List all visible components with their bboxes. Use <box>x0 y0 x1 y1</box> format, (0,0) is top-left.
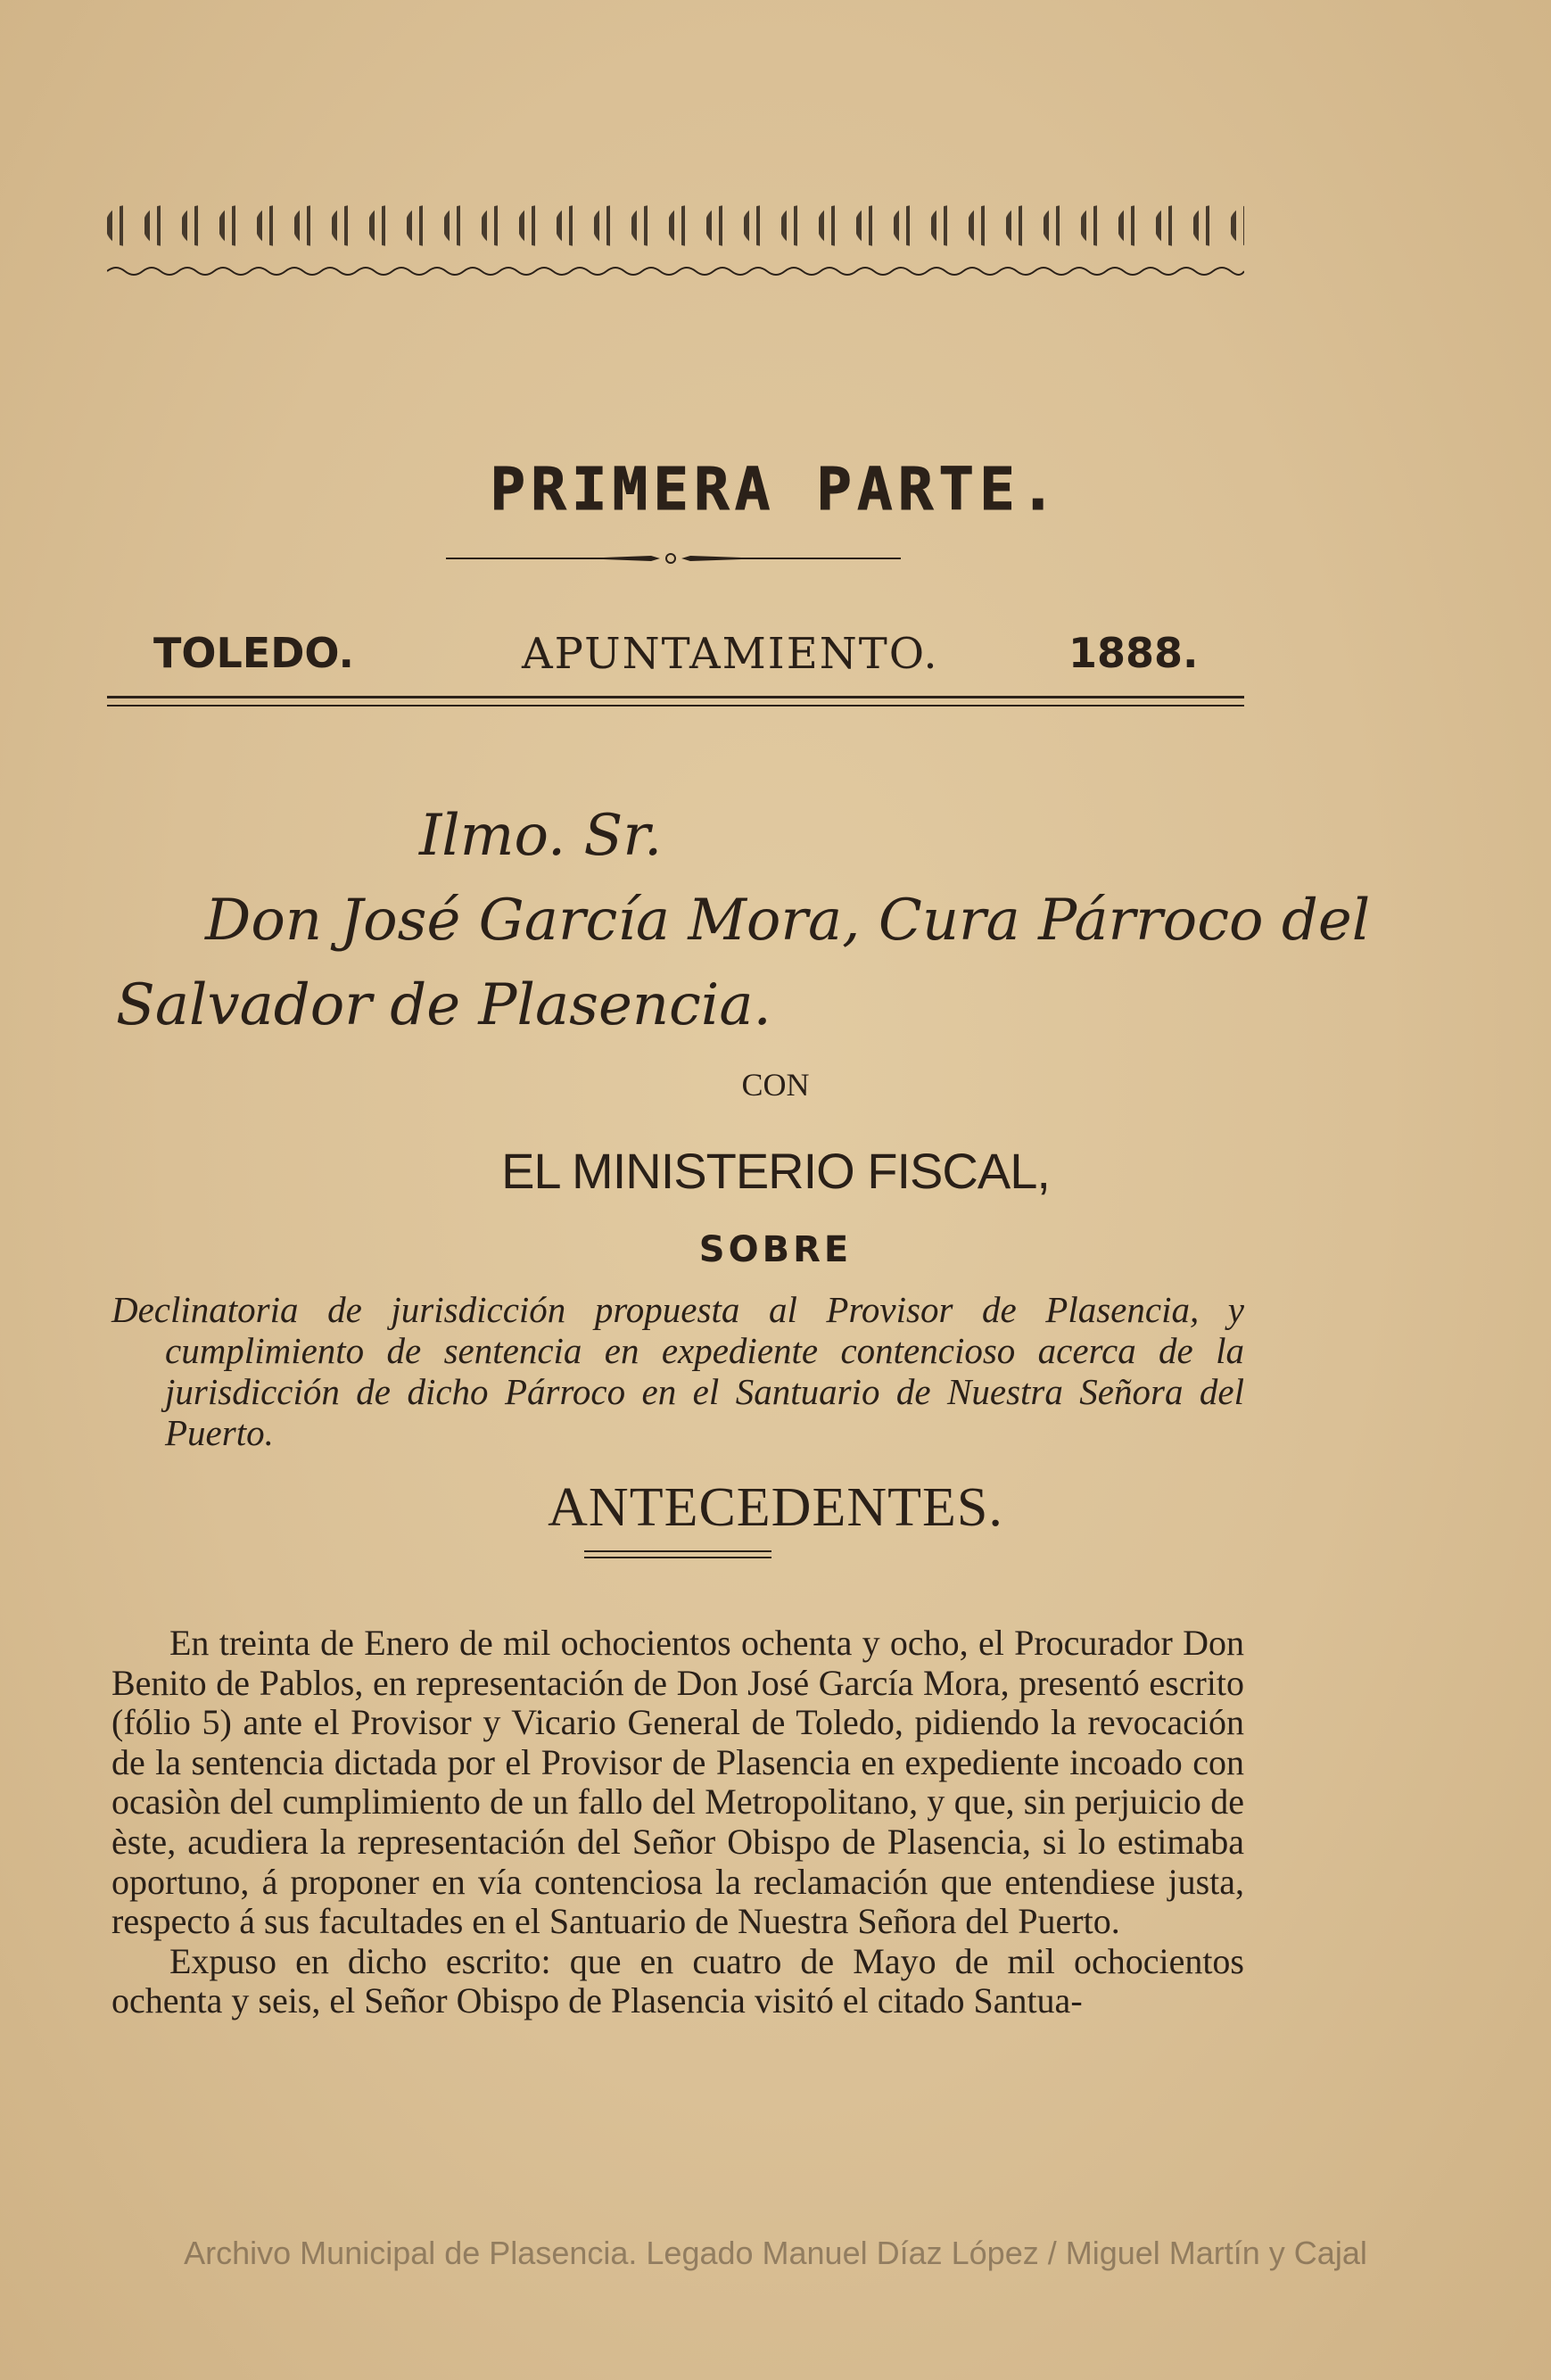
body-paragraph-2: Expuso en dicho escrito: que en cuatro de Mayo de mil ochocientos ochenta y seis, el Señor Obispo de Plasencia visitó el citado Santua- <box>111 1940 1244 2021</box>
header-ornament-wave <box>107 264 1244 278</box>
header-double-rule <box>107 696 1244 707</box>
part-title: PRIMERA PARTE. <box>490 455 1061 524</box>
con-label: CON <box>741 1067 810 1103</box>
addressee-line-1: Don José García Mora, Cura Párroco del <box>205 888 1371 954</box>
title-flourish-rule <box>446 551 901 566</box>
salutation: Ilmo. Sr. <box>419 803 663 869</box>
sobre-label: SOBRE <box>698 1229 853 1270</box>
section-heading: ANTECEDENTES. <box>548 1477 1003 1538</box>
year-label: 1888. <box>1068 629 1199 677</box>
header-ornament-band <box>107 198 1244 253</box>
subject-text: Declinatoria de jurisdicción propuesta al Provisor de Plasencia, y cumplimiento de sentencia en expediente contencioso acerca de la jurisdicción de dicho Párroco en el Santuario de Nuestra Señora del Puerto. <box>111 1289 1244 1453</box>
ministry-label: EL MINISTERIO FISCAL, <box>501 1143 1050 1199</box>
section-heading-rule <box>584 1550 771 1558</box>
body-text <box>111 1624 1244 2021</box>
document-type-label: APUNTAMIENTO. <box>522 629 939 679</box>
city-label: TOLEDO. <box>153 629 354 677</box>
subject-paragraph <box>111 1289 1244 1453</box>
addressee-line-2: Salvador de Plasencia. <box>116 972 771 1038</box>
archive-watermark: Archivo Municipal de Plasencia. Legado Manuel Díaz López / Miguel Martín y Cajal <box>184 2235 1367 2271</box>
body-paragraph-1: En treinta de Enero de mil ochocientos ochenta y ocho, el Procurador Don Benito de Pablos, en representación de Don José García Mora, presentó escrito (fólio 5) ante el Provisor y Vicario General de Toledo, pidiendo la revocación de la sentencia dictada por el Provisor de Plasencia en expediente incoado con ocasiòn del cumplimiento de un fallo del Metropolitano, y que, sin perjuicio de èste, acudiera la representación del Señor Obispo de Plasencia, si lo estimaba oportuno, á proponer en vía contenciosa la reclamación que entendiese justa, respecto á sus facultades en el Santuario de Nuestra Señora del Puerto. <box>111 1623 1244 1942</box>
